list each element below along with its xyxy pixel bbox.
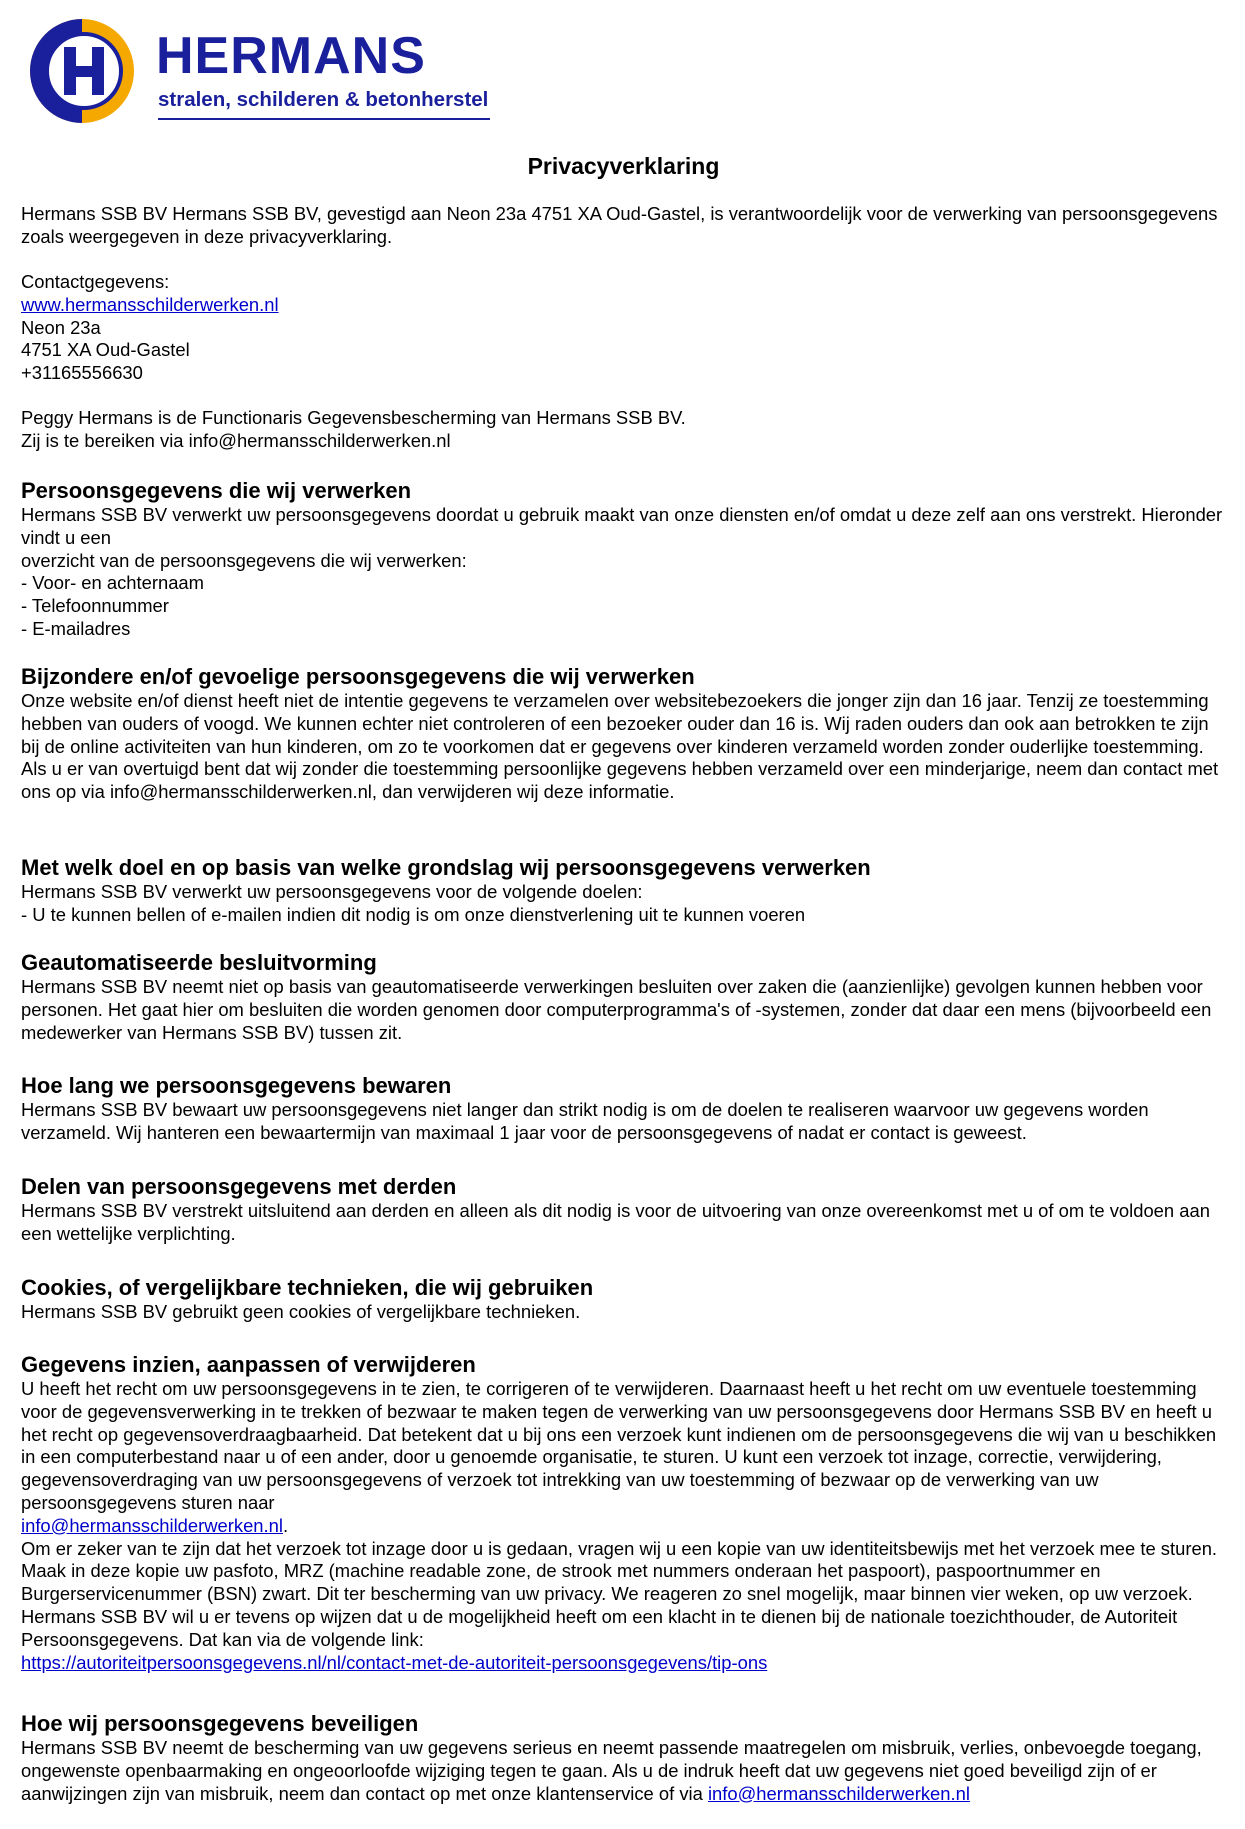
logo-tagline: stralen, schilderen & betonherstel [158, 88, 489, 111]
section-text: Hermans SSB BV verwerkt uw persoonsgegevens doordat u gebruik maakt van onze diensten en/of omdat u deze zelf aan ons verstrekt. Hieronder vindt u een [21, 504, 1223, 548]
contact-city: 4751 XA Oud-Gastel [21, 339, 190, 361]
company-logo [28, 17, 498, 125]
list-item: - U te kunnen bellen of e-mailen indien dit nodig is om onze dienstverlening uit te kunnen voeren [21, 903, 806, 925]
section-heading: Met welk doel en op basis van welke grondslag wij persoonsgegevens verwerken [21, 855, 871, 880]
officer-line-1: Peggy Hermans is de Functionaris Gegevensbescherming van Hermans SSB BV. [21, 407, 686, 428]
section-cookies [21, 1275, 1226, 1324]
section-text: Hermans SSB BV neemt de bescherming van uw gegevens serieus en neemt passende maatregelen om misbruik, verlies, onbevoegde toegang, ongewenste openbaarmaking en ongeoorloofde wijziging tegen te gaan. Als u de indruk heeft dat uw gegevens niet goed beveiligd zijn of er aanwijzingen zijn van misbruik, neem dan contact op met onze klantenservice of via [21, 1737, 1202, 1804]
section-text: U heeft het recht om uw persoonsgegevens in te zien, te corrigeren of te verwijderen. Daarnaast heeft u het recht om uw eventuele toestemming voor de gegevensverwerking in te trekken of bezwaar te maken tegen de verwerking van uw persoonsgegevens door Hermans SSB BV en heeft u het recht op gegevensoverdraagbaarheid. Dat betekent dat u bij ons een verzoek kunt indienen om de persoonsgegevens die wij van u beschikken in een computerbestand naar u of een ander, door u genoemde organisatie, te sturen. U kunt een verzoek tot inzage, correctie, verwijdering, gegevensoverdraging van uw persoonsgegevens of verzoek tot intrekking van uw toestemming of bezwaar op de verwerking van uw persoonsgegevens sturen naar [21, 1378, 1217, 1513]
contact-label: Contactgegevens: [21, 271, 170, 292]
contact-phone: +31165556630 [21, 362, 143, 384]
section-delen [21, 1174, 1226, 1246]
section-heading: Cookies, of vergelijkbare technieken, die wij gebruiken [21, 1275, 594, 1300]
letter-h-emblem-icon [28, 17, 138, 125]
section-heading: Hoe lang we persoonsgegevens bewaren [21, 1073, 452, 1098]
intro-paragraph [21, 203, 1226, 249]
section-bijzondere [21, 664, 1226, 804]
section-heading: Persoonsgegevens die wij verwerken [21, 478, 412, 503]
list-item: - Telefoonnummer [21, 595, 169, 617]
section-text: Hermans SSB BV bewaart uw persoonsgegevens niet langer dan strikt nodig is om de doelen te realiseren waarvoor uw gegevens worden verzameld. Wij hanteren een bewaartermijn van maximaal 1 jaar voor de persoonsgegevens of nadat er contact is geweest. [21, 1099, 1149, 1143]
section-persoonsgegevens [21, 478, 1226, 641]
section-text: Hermans SSB BV verwerkt uw persoonsgegevens voor de volgende doelen: [21, 881, 643, 902]
section-doel [21, 855, 1226, 927]
section-heading: Hoe wij persoonsgegevens beveiligen [21, 1711, 419, 1736]
section-beveiligen [21, 1711, 1226, 1805]
intro-text: Hermans SSB BV Hermans SSB BV, gevestigd aan Neon 23a 4751 XA Oud-Gastel, is verantwoordelijk voor de verwerking van persoonsgegevens zoals weergegeven in deze privacyverklaring. [21, 203, 1218, 247]
section-besluitvorming [21, 950, 1226, 1044]
section-text: Onze website en/of dienst heeft niet de intentie gegevens te verzamelen over websitebezoekers die jonger zijn dan 16 jaar. Tenzij ze toestemming hebben van ouders of voogd. We kunnen echter niet controleren of een bezoeker ouder dan 16 is. Wij raden ouders dan ook aan betrokken te zijn bij de online activiteiten van hun kinderen, om zo te voorkomen dat er gegevens over kinderen verzameld worden zonder ouderlijke toestemming. Als u er van overtuigd bent dat wij zonder die toestemming persoonlijke gegevens hebben verzameld over een minderjarige, neem dan contact met ons op via info@hermansschilderwerken.nl, dan verwijderen wij deze informatie. [21, 690, 1219, 803]
officer-block [21, 407, 1226, 453]
contact-block [21, 271, 1226, 385]
section-heading: Bijzondere en/of gevoelige persoonsgegevens die wij verwerken [21, 664, 695, 689]
section-text: Om er zeker van te zijn dat het verzoek tot inzage door u is gedaan, vragen wij u een kopie van uw identiteitsbewijs met het verzoek mee te sturen. Maak in deze kopie uw pasfoto, MRZ (machine readable zone, de strook met nummers onderaan het paspoort), paspoortnummer en Burgerservicenummer (BSN) zwart. Dit ter bescherming van uw privacy. We reageren zo snel mogelijk, maar binnen vier weken, op uw verzoek. Hermans SSB BV wil u er tevens op wijzen dat u de mogelijkheid heeft om een klacht in te dienen bij de nationale toezichthouder, de Autoriteit Persoonsgegevens. Dat kan via de volgende link: [21, 1537, 1218, 1650]
email-link[interactable]: info@hermansschilderwerken.nl [707, 1782, 970, 1804]
list-item: - E-mailadres [21, 617, 131, 639]
overview-text: overzicht van de persoonsgegevens die wij verwerken: [21, 549, 467, 571]
website-link[interactable]: www.hermansschilderwerken.nl [21, 293, 279, 315]
email-link[interactable]: info@hermansschilderwerken.nl [21, 1514, 283, 1536]
page-title: Privacyverklaring [527, 153, 720, 179]
contact-street: Neon 23a [21, 316, 101, 338]
list-item: - Voor- en achternaam [21, 572, 204, 594]
logo-underline [158, 118, 490, 120]
autoriteit-link[interactable]: https://autoriteitpersoonsgegevens.nl/nl/contact-met-de-autoriteit-persoonsgegevens/tip-ons [21, 1651, 768, 1673]
section-text: Hermans SSB BV verstrekt uitsluitend aan derden en alleen als dit nodig is voor de uitvoering van onze overeenkomst met u of om te voldoen aan een wettelijke verplichting. [21, 1200, 1210, 1244]
officer-line-2: Zij is te bereiken via info@hermansschilderwerken.nl [21, 429, 451, 451]
logo-name: HERMANS [156, 27, 426, 85]
section-heading: Gegevens inzien, aanpassen of verwijderen [21, 1352, 476, 1377]
section-inzien: Gegevens inzien, aanpassen of verwijderen U heeft het recht om uw persoonsgegevens in te zien, te corrigeren of te verwijderen. Daarnaast heeft u het recht om uw eventuele toestemming voor de gegevensverwerking in te trekken of bezwaar te maken tegen de verwerking van uw persoonsgegevens door Hermans SSB BV en heeft u het recht op gegevensoverdraagbaarheid. Dat betekent dat u bij ons een verzoek kunt indienen om de persoonsgegevens die wij van u beschikken in een computerbestand naar u of een ander, door u genoemde organisatie, te sturen. U kunt een verzoek tot inzage, correctie, verwijdering, gegevensoverdraging van uw persoonsgegevens of verzoek tot intrekking van uw toestemming of bezwaar op de verwerking van uw persoonsgegevens sturen naar info@hermansschilderwerken.nl. Om er zeker van te zijn dat het verzoek tot inzage door u is gedaan, vragen wij u een kopie van uw identiteitsbewijs met het verzoek mee te sturen. Maak in deze kopie uw pasfoto, MRZ (machine readable zone, de strook met nummers onderaan het paspoort), paspoortnummer en Burgerservicenummer (BSN) zwart. Dit ter bescherming van uw privacy. We reageren zo snel mogelijk, maar binnen vier weken, op uw verzoek. Hermans SSB BV wil u er tevens op wijzen dat u de mogelijkheid heeft om een klacht in te dienen bij de nationale toezichthouder, de Autoriteit Persoonsgegevens. Dat kan via de volgende link: https://autoriteitpersoonsgegevens.nl/nl/contact-met-de-autoriteit-persoonsgegevens/tip-ons [21, 1352, 1226, 1674]
section-text: Hermans SSB BV gebruikt geen cookies of vergelijkbare technieken. [21, 1301, 581, 1322]
section-heading: Delen van persoonsgegevens met derden [21, 1174, 457, 1199]
section-text: Hermans SSB BV neemt niet op basis van geautomatiseerde verwerkingen besluiten over zaken die (aanzienlijke) gevolgen kunnen hebben voor personen. Het gaat hier om besluiten die worden genomen door computerprogramma's of -systemen, zonder dat daar een mens (bijvoorbeeld een medewerker van Hermans SSB BV) tussen zit. [21, 976, 1212, 1043]
section-heading: Geautomatiseerde besluitvorming [21, 950, 377, 975]
section-bewaren [21, 1073, 1226, 1145]
